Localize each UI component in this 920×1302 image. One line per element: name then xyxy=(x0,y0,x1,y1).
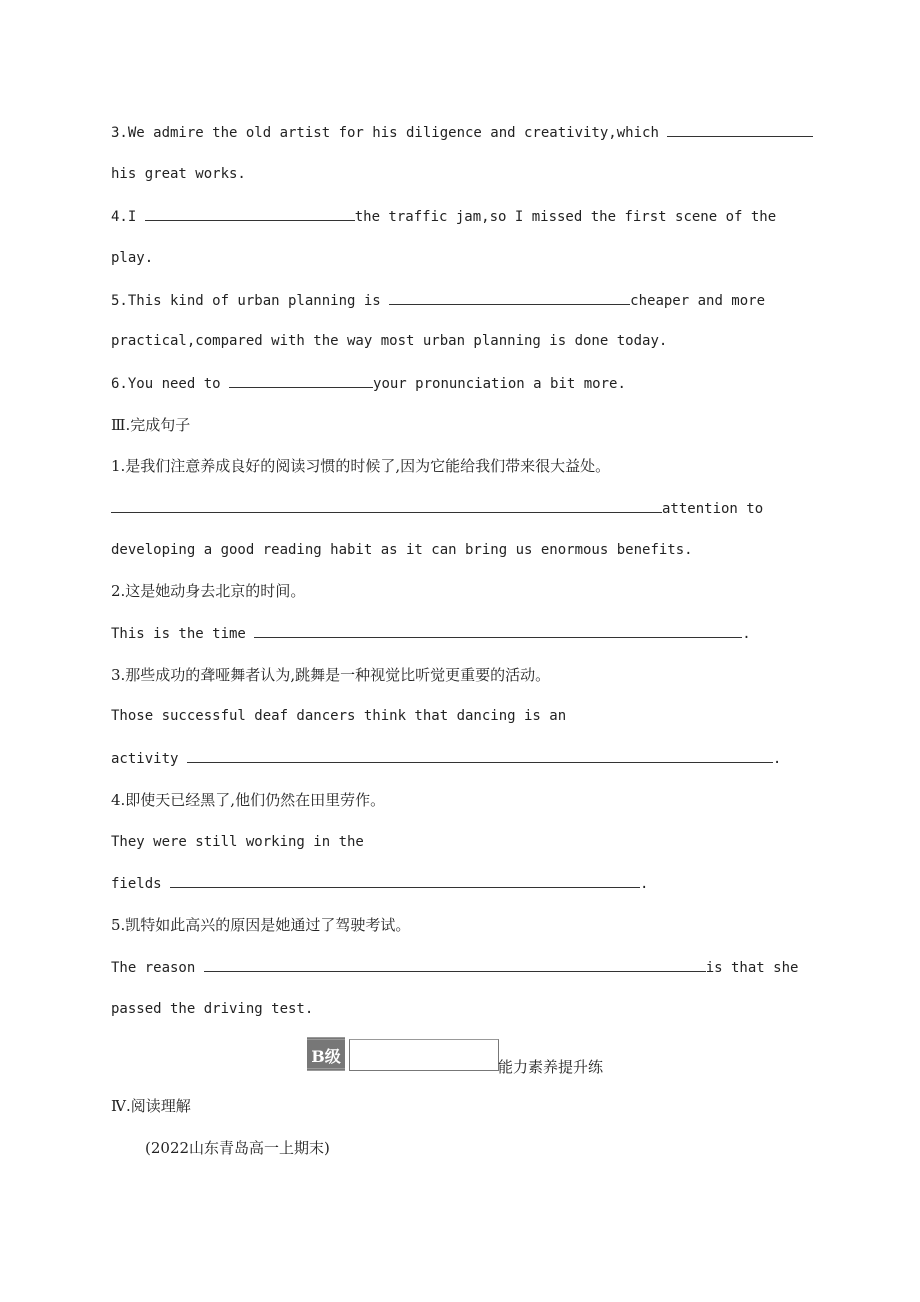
level-box xyxy=(349,1039,499,1071)
q2-answer xyxy=(111,623,751,644)
q4-chinese: 4.即使天已经黑了,他们仍然在田里劳作。 xyxy=(111,791,386,809)
q3-line1: Those successful deaf dancers think that dancing is an xyxy=(111,708,567,724)
answer-blank[interactable] xyxy=(229,373,373,388)
q1-answer xyxy=(111,498,763,519)
answer-blank[interactable] xyxy=(145,206,355,221)
q3-chinese: 3.那些成功的聋哑舞者认为,跳舞是一种视觉比听觉更重要的活动。 xyxy=(111,666,551,684)
level-title: 能力素养提升练 xyxy=(498,1058,604,1076)
text: 4.I xyxy=(111,209,145,225)
text: your pronunciation a bit more. xyxy=(373,376,626,392)
answer-blank[interactable] xyxy=(389,290,630,305)
exercise-6 xyxy=(111,373,626,394)
answer-blank[interactable] xyxy=(111,498,662,513)
q1-cont: developing a good reading habit as it can bring us enormous benefits. xyxy=(111,542,693,558)
q5-cont: passed the driving test. xyxy=(111,1001,314,1017)
exercise-5 xyxy=(111,290,765,311)
level-badge: B级 xyxy=(307,1037,345,1071)
text: is that she xyxy=(705,960,799,976)
answer-blank[interactable] xyxy=(170,873,640,888)
text: 5.This kind of urban planning is xyxy=(111,293,390,309)
exercise-5-cont: practical,compared with the way most urban planning is done today. xyxy=(111,333,668,349)
answer-blank[interactable] xyxy=(187,748,773,763)
exercise-4-cont: play. xyxy=(111,250,154,266)
q4-line1: They were still working in the xyxy=(111,834,364,850)
text: the traffic jam,so I missed the first scene of the xyxy=(354,209,777,225)
text: . xyxy=(742,626,751,642)
exercise-4 xyxy=(111,206,776,227)
text: . xyxy=(772,751,782,767)
q4-answer xyxy=(111,873,648,894)
text: 6.You need to xyxy=(111,376,230,392)
answer-blank[interactable] xyxy=(254,623,742,638)
q5-chinese: 5.凯特如此高兴的原因是她通过了驾驶考试。 xyxy=(111,916,411,934)
text: activity xyxy=(111,751,187,767)
text: attention to xyxy=(662,501,764,517)
q5-answer xyxy=(111,957,798,978)
text: The reason xyxy=(111,960,204,976)
exercise-3-cont: his great works. xyxy=(111,166,246,182)
q2-chinese: 2.这是她动身去北京的时间。 xyxy=(111,582,306,600)
answer-blank[interactable] xyxy=(667,122,813,137)
q1-chinese: 1.是我们注意养成良好的阅读习惯的时候了,因为它能给我们带来很大益处。 xyxy=(111,457,611,475)
answer-blank[interactable] xyxy=(204,957,706,972)
text: This is the time xyxy=(111,626,255,642)
section-3-title: Ⅲ.完成句子 xyxy=(111,416,191,434)
text: . xyxy=(640,876,649,892)
q3-answer xyxy=(111,748,781,769)
exercise-3 xyxy=(111,122,813,143)
section-4-title: Ⅳ.阅读理解 xyxy=(111,1097,191,1115)
source-note: (2022山东青岛高一上期末) xyxy=(145,1139,330,1157)
text: cheaper and more xyxy=(630,293,766,309)
text: 3.We admire the old artist for his diligence and creativity,which xyxy=(111,125,668,141)
text: fields xyxy=(111,876,171,892)
